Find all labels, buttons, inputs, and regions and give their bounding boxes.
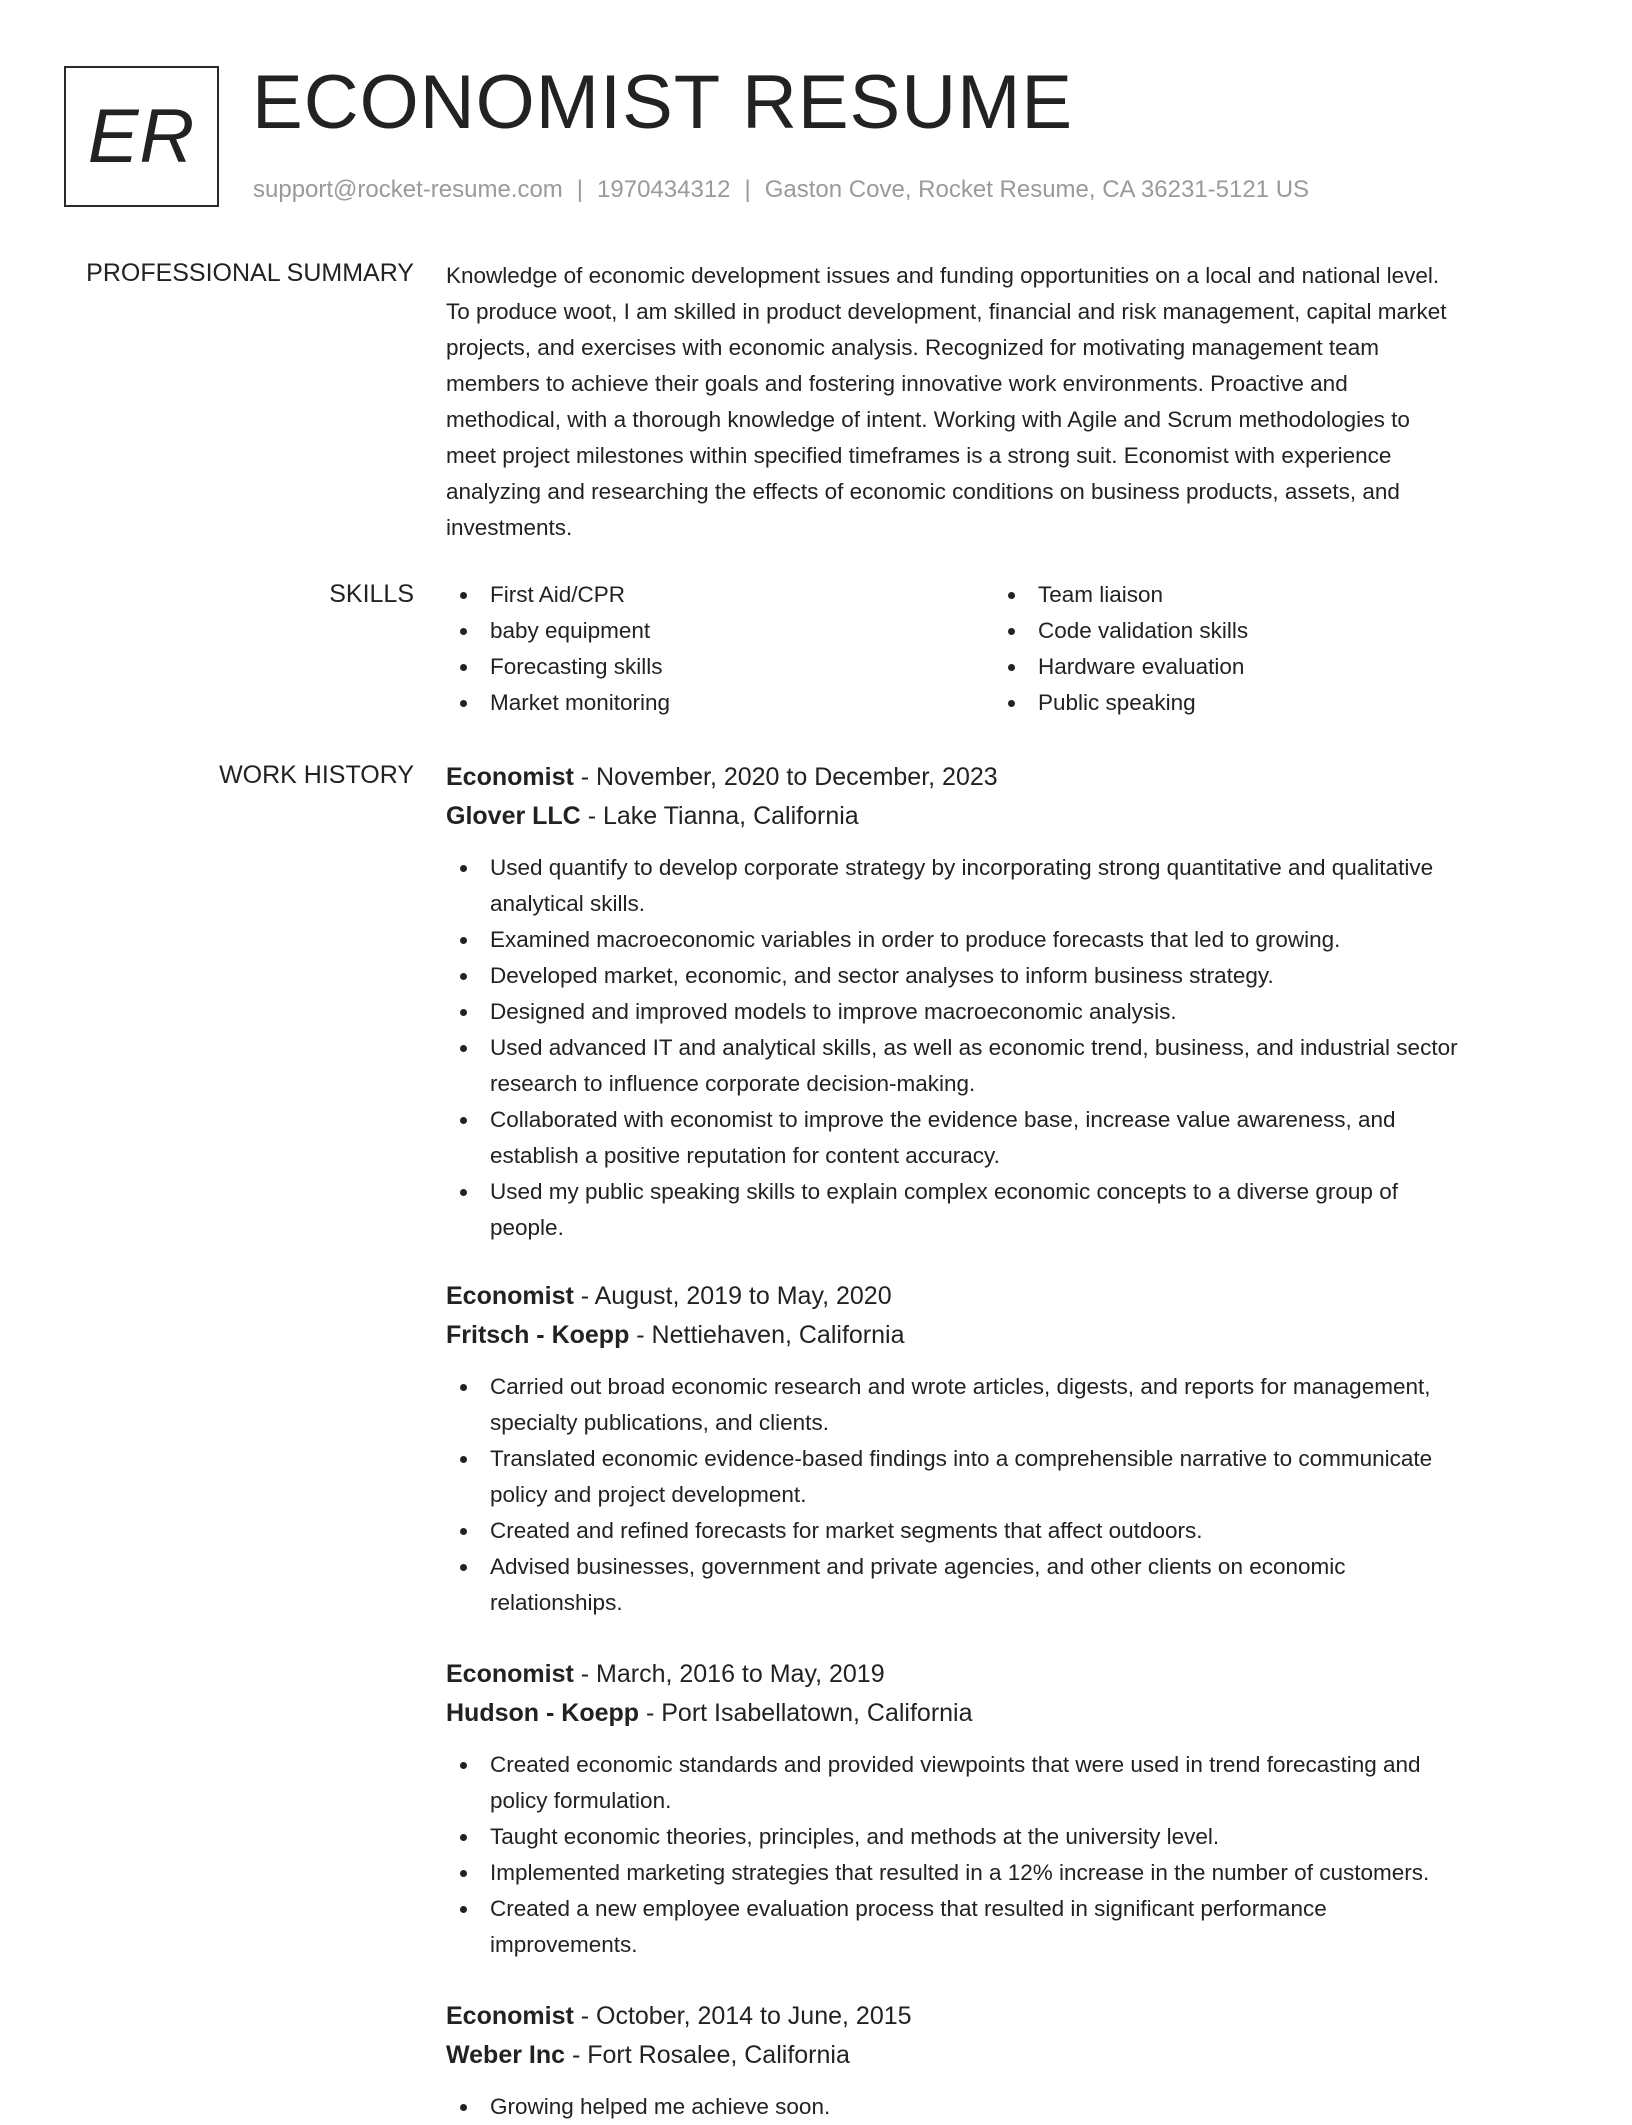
bullet-line: people. <box>490 1215 564 1240</box>
bullet-line: relationships. <box>490 1590 623 1615</box>
job-entry <box>446 758 1556 1246</box>
contact-separator: | <box>744 176 751 203</box>
skill-item: Market monitoring <box>446 685 994 721</box>
job-title-line <box>446 1277 1556 1316</box>
job-bullet <box>446 922 1556 958</box>
bullet-line: Taught economic theories, principles, and methods at the university level. <box>490 1824 1220 1849</box>
summary-line: methodical, with a thorough knowledge of intent. Working with Agile and Scrum methodologies to <box>446 407 1410 432</box>
bullet-line: Created economic standards and provided viewpoints that were used in trend forecasting and <box>490 1752 1421 1777</box>
skill-item: Public speaking <box>994 685 1542 721</box>
bullet-line: Developed market, economic, and sector analyses to inform business strategy. <box>490 963 1274 988</box>
job-bullet <box>446 1855 1556 1891</box>
summary-line: Knowledge of economic development issues and funding opportunities on a local and national level. <box>446 263 1440 288</box>
summary-line: members to achieve their goals and fostering innovative work environments. Proactive and <box>446 371 1348 396</box>
bullet-line: Translated economic evidence-based findings into a comprehensible narrative to communicate <box>490 1446 1433 1471</box>
job-title: Economist <box>446 763 574 791</box>
resume-header <box>0 0 1632 240</box>
job-location: - Fort Rosalee, California <box>565 2041 850 2069</box>
job-bullet <box>446 850 1556 922</box>
bullet-line: Carried out broad economic research and wrote articles, digests, and reports for management, <box>490 1374 1431 1399</box>
job-bullet <box>446 1174 1556 1246</box>
bullet-line: policy and project development. <box>490 1482 807 1507</box>
job-title-line <box>446 1997 1556 2036</box>
job-company-line <box>446 1694 1556 1733</box>
contact-address: Gaston Cove, Rocket Resume, CA 36231-5121 US <box>764 176 1310 203</box>
summary-line: investments. <box>446 515 573 540</box>
skill-item: Forecasting skills <box>446 649 994 685</box>
job-company: Weber Inc <box>446 2041 566 2069</box>
bullet-line: Collaborated with economist to improve the evidence base, increase value awareness, and <box>490 1107 1396 1132</box>
summary-body <box>446 258 1556 546</box>
skill-item: First Aid/CPR <box>446 577 994 613</box>
monogram-initials: ER <box>87 94 196 179</box>
bullet-line: policy formulation. <box>490 1788 672 1813</box>
skill-item: Code validation skills <box>994 613 1542 649</box>
job-bullet <box>446 958 1556 994</box>
bullet-line: Used advanced IT and analytical skills, as well as economic trend, business, and industrial sector <box>490 1035 1458 1060</box>
job-entry <box>446 1997 1556 2125</box>
job-bullet <box>446 1441 1556 1513</box>
job-bullet-list <box>446 850 1556 1246</box>
summary-line: meet project milestones within specified timeframes is a strong suit. Economist with experience <box>446 443 1392 468</box>
bullet-line: Used quantify to develop corporate strategy by incorporating strong quantitative and qualitative <box>490 855 1434 880</box>
job-bullet <box>446 1030 1556 1102</box>
job-bullet <box>446 994 1556 1030</box>
summary-label: PROFESSIONAL SUMMARY <box>86 259 414 287</box>
job-bullet <box>446 1891 1556 1963</box>
skills-column-right <box>994 577 1542 721</box>
job-bullet-list <box>446 1369 1556 1621</box>
skill-item: baby equipment <box>446 613 994 649</box>
job-bullet <box>446 1369 1556 1441</box>
skill-item: Team liaison <box>994 577 1542 613</box>
bullet-line: Examined macroeconomic variables in order to produce forecasts that led to growing. <box>490 927 1341 952</box>
job-bullet-list <box>446 1747 1556 1963</box>
bullet-line: establish a positive reputation for content accuracy. <box>490 1143 1000 1168</box>
job-dates: - October, 2014 to June, 2015 <box>573 2002 912 2030</box>
job-title: Economist <box>446 1660 574 1688</box>
bullet-line: analytical skills. <box>490 891 646 916</box>
bullet-line: research to influence corporate decision-making. <box>490 1071 976 1096</box>
bullet-line: improvements. <box>490 1932 638 1957</box>
job-title-line <box>446 1655 1556 1694</box>
job-company-line <box>446 2036 1556 2075</box>
job-title: Economist <box>446 2002 574 2030</box>
bullet-line: Used my public speaking skills to explain complex economic concepts to a diverse group of <box>490 1179 1398 1204</box>
work-history-label: WORK HISTORY <box>219 761 414 789</box>
job-entry <box>446 1655 1556 1963</box>
resume-title: ECONOMIST RESUME <box>252 60 1074 145</box>
contact-line <box>253 174 1309 206</box>
job-company: Glover LLC <box>446 802 581 830</box>
skills-grid <box>446 577 1556 721</box>
summary-line: To produce woot, I am skilled in product development, financial and risk management, capital market <box>446 299 1447 324</box>
bullet-line: Designed and improved models to improve macroeconomic analysis. <box>490 999 1177 1024</box>
job-bullet-list <box>446 2089 1556 2125</box>
job-location: - Port Isabellatown, California <box>639 1699 973 1727</box>
job-bullet <box>446 1102 1556 1174</box>
bullet-line: Created and refined forecasts for market segments that affect outdoors. <box>490 1518 1203 1543</box>
summary-text <box>446 258 1556 546</box>
job-company: Fritsch - Koepp <box>446 1321 630 1349</box>
contact-phone: 1970434312 <box>597 176 731 203</box>
skills-label: SKILLS <box>329 580 414 608</box>
job-bullet <box>446 1513 1556 1549</box>
job-bullet <box>446 1747 1556 1819</box>
job-dates: - March, 2016 to May, 2019 <box>573 1660 885 1688</box>
monogram-box <box>64 66 219 207</box>
bullet-line: Growing helped me achieve soon. <box>490 2094 831 2119</box>
job-bullet <box>446 2089 1556 2125</box>
job-bullet <box>446 1549 1556 1621</box>
bullet-line: Created a new employee evaluation process that resulted in significant performance <box>490 1896 1327 1921</box>
job-company: Hudson - Koepp <box>446 1699 640 1727</box>
bullet-line: Implemented marketing strategies that resulted in a 12% increase in the number of customers. <box>490 1860 1430 1885</box>
skill-item: Hardware evaluation <box>994 649 1542 685</box>
job-entry <box>446 1277 1556 1621</box>
job-title: Economist <box>446 1282 574 1310</box>
skills-body <box>446 577 1556 721</box>
job-dates: - November, 2020 to December, 2023 <box>573 763 998 791</box>
job-location: - Lake Tianna, California <box>580 802 859 830</box>
summary-line: projects, and exercises with economic analysis. Recognized for motivating management team <box>446 335 1379 360</box>
job-title-line <box>446 758 1556 797</box>
job-location: - Nettiehaven, California <box>629 1321 905 1349</box>
summary-line: analyzing and researching the effects of economic conditions on business products, assets, and <box>446 479 1400 504</box>
job-bullet <box>446 1819 1556 1855</box>
bullet-line: specialty publications, and clients. <box>490 1410 829 1435</box>
job-dates: - August, 2019 to May, 2020 <box>573 1282 892 1310</box>
contact-separator: | <box>576 176 584 203</box>
contact-email: support@rocket-resume.com <box>253 176 563 203</box>
skills-column-left <box>446 577 994 721</box>
job-company-line <box>446 1316 1556 1355</box>
bullet-line: Advised businesses, government and private agencies, and other clients on economic <box>490 1554 1346 1579</box>
job-company-line <box>446 797 1556 836</box>
